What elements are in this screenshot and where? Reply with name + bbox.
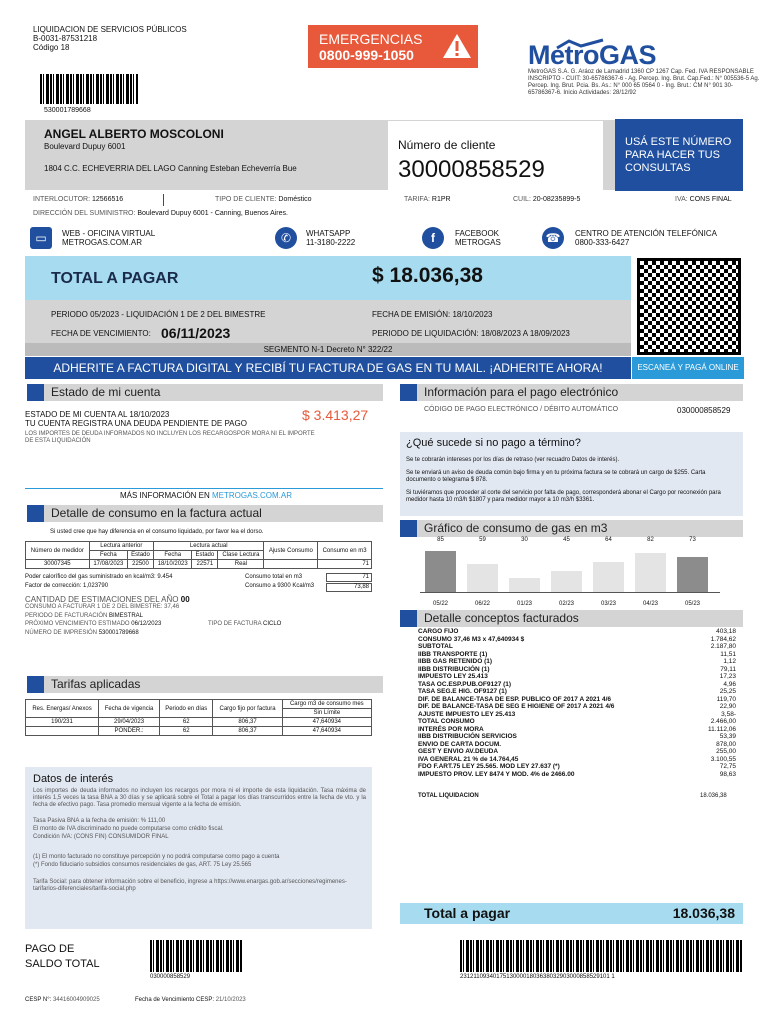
- customer-name: ANGEL ALBERTO MOSCOLONI: [44, 127, 224, 141]
- cuil-label: CUIL:: [513, 196, 531, 203]
- electronic-payment-code: 030000858529: [677, 406, 731, 415]
- tariffs-table: Res. Energas/ Anexos Fecha de vigencia Periodo en días Cargo fijo por factura Cargo m3 de consumo mes Sin Límite 190/231 29/04/2023 62 806,37 47,640934 PONDER.: 62 806,37 47,640934: [25, 699, 372, 736]
- concept-row: IVA GENERAL 21 % de 14.764,45 3.100,55: [418, 755, 736, 763]
- interest-data-title: Datos de interés: [33, 773, 114, 785]
- concept-row: DIF. DE BALANCE-TASA DE SEG E HIGIENE OF 2017 A 2021 4/6 22,90: [418, 703, 736, 710]
- client-number-box: [388, 121, 603, 190]
- due-date-label: FECHA DE VENCIMIENTO:: [51, 329, 151, 338]
- tarifa-value: R1PR: [431, 196, 451, 203]
- poder-value: 9.454: [157, 574, 173, 580]
- qr-code[interactable]: [637, 258, 741, 355]
- doc-code: Código 18: [33, 43, 70, 52]
- concept-row: IMPUESTO LEY 25.413 17,23: [418, 673, 736, 680]
- late-payment-p3: Si tuviéramos que proceder al corte del servicio por falta de pago, corresponderá abonar el Cargo por reconexión para medidor hasta 10 m3/h $1807 y para medidor mayor a 10 m3/h $3361.: [406, 490, 721, 503]
- client-number-callout: USÁ ESTE NÚMERO PARA HACER TUS CONSULTAS: [615, 119, 743, 191]
- concept-row: CARGO FIJO 403,18: [418, 628, 736, 635]
- total-box: [400, 903, 743, 924]
- chart-bar: [467, 564, 498, 593]
- chart-x-label: 04/23: [642, 601, 658, 607]
- chart-value-label: 64: [605, 537, 612, 543]
- tariffs-header: Tarifas aplicadas: [27, 676, 383, 693]
- phone-icon: ☎: [542, 227, 564, 249]
- table-row: PONDER.: 62 806,37 47,640934: [26, 727, 372, 736]
- concepts-list: [418, 628, 736, 778]
- poder-label: Poder calorífico del gas suministrado en kcal/m3:: [25, 574, 156, 580]
- late-payment-box: [400, 432, 743, 516]
- cesp-number: 34416004909025: [52, 997, 100, 1003]
- total-periodo: PERIODO 05/2023 - LIQUIDACIÓN 1 DE 2 DEL BIMESTRE: [51, 310, 266, 319]
- header-title: LIQUIDACION DE SERVICIOS PÚBLICOS: [33, 25, 187, 34]
- facebook-icon: f: [422, 227, 444, 249]
- concept-row: IMPUESTO PROV. LEY 8474 Y MOD. 4% de 2466.00 98,63: [418, 770, 736, 778]
- chart-x-label: 06/22: [474, 601, 490, 607]
- chart-x-label: 05/22: [432, 601, 448, 607]
- contact-phone[interactable]: CENTRO DE ATENCIÓN TELEFÓNICA 0800-333-6427: [575, 229, 717, 247]
- client-type-value: Doméstico: [278, 196, 312, 203]
- emergency-box: [308, 25, 478, 68]
- liquidation-period: PERIODO DE LIQUIDACIÓN: 18/08/2023 A 18/09/2023: [372, 329, 570, 338]
- customer-address1: Boulevard Dupuy 6001: [44, 142, 126, 151]
- total-amount: $ 18.036,38: [372, 264, 483, 287]
- emergency-label: EMERGENCIAS: [319, 31, 423, 47]
- interlocutor-label: INTERLOCUTOR:: [33, 196, 91, 203]
- chart-value-label: 30: [521, 537, 528, 543]
- cesp-due-date: 21/10/2023: [215, 997, 246, 1003]
- concept-row: DIF. DE BALANCE-TASA DE ESP. PUBLICO OF 2017 A 2021 4/6 119,70: [418, 695, 736, 703]
- total-box-label: Total a pagar: [424, 905, 511, 921]
- direccion-label: DIRECCIÓN DEL SUMINISTRO:: [33, 210, 136, 217]
- concept-row: TASA OC.ESP.PUB.OF9127 (1) 4,96: [418, 680, 736, 688]
- total-label: TOTAL A PAGAR: [51, 270, 179, 287]
- factor-value: 1,023790: [83, 583, 109, 589]
- contact-whatsapp[interactable]: WHATSAPP 11-3180-2222: [306, 229, 356, 247]
- total-liquidacion-label: TOTAL LIQUIDACION: [418, 793, 479, 799]
- to-bill: CONSUMO A FACTURAR 1 DE 2 DEL BIMESTRE: 37,46: [25, 604, 180, 610]
- factor-label: Factor de corrección:: [25, 583, 82, 589]
- concept-row: SUBTOTAL 2.187,80: [418, 643, 736, 650]
- estimations-value: 00: [180, 595, 190, 604]
- interest-data-box: Datos de interés Los importes de deuda informados no incluyen los recargos por mora ni el importe de esta liquidación. Tasa máxima de interés 1,5 veces la tasa BNA a 30 días y se aplicará sobre el Total a pagar los días transcurridos entre la fecha de vto. y la fecha de efectivo pago. Tasa promedio mensual vigente a la fecha de emisión. Tasa Pasiva BNA a la fecha de emisión: % 111,00 El monto de IVA discriminado no puede computarse como crédito fiscal. Condición IVA: (CONS FIN) CONSUMIDOR FINAL (1) El monto facturado no constituye percepción y no podrá computarse como pago a cuenta (*) Fondo fiduciario subsidios consumos residenciales de gas, ART. 75 Ley 25.565 Tarifa Social: para obtener información sobre el beneficio, ingrese a https://www.enargas.gob.ar/secciones/regimenes-tarifarios-diferenciales/tarifa-social.php: [25, 767, 372, 929]
- pay-balance-label: PAGO DE SALDO TOTAL: [25, 943, 100, 970]
- chart-bar: [593, 562, 624, 593]
- estimations-label: CANTIDAD DE ESTIMACIONES DEL AÑO: [25, 595, 179, 604]
- contact-facebook[interactable]: FACEBOOK METROGAS: [455, 229, 501, 247]
- company-info: MetroGAS S.A. G. Aráoz de Lamadrid 1360 CP 1267 Cap. Fed. IVA RESPONSABLE INSCRIPTO - CUIT: 30-65786367-6 - Ag. Percep. Ing. Brut. Cap.Fed.: N° 005536-5 Ag. Percep. Ing. Brut. Pcia. Bs. As.: N° 000 65 0564 0 - Ing. Brut.: CM N° 901 30-65786367-6. Inicio Actividades: 28/12/92: [528, 69, 760, 96]
- chart-x-label: 05/23: [684, 601, 700, 607]
- concept-row: INTERÉS POR MORA 11.112,06: [418, 725, 736, 733]
- total-m3: 71: [326, 573, 372, 582]
- tarifa-label: TARIFA:: [404, 196, 430, 203]
- more-info-link[interactable]: METROGAS.COM.AR: [212, 491, 293, 500]
- due-date: 06/11/2023: [161, 325, 231, 341]
- kcal-value: 73,88: [326, 583, 372, 592]
- chart-axis: [420, 592, 720, 593]
- company-logo: MetroGAS: [528, 40, 657, 70]
- cuil-value: 20-08235899-5: [532, 196, 581, 203]
- account-debt-amount: $ 3.413,27: [302, 407, 369, 423]
- account-status-date: ESTADO DE MI CUENTA AL 18/10/2023: [25, 410, 170, 419]
- total-box-amount: 18.036,38: [672, 905, 735, 921]
- chart-value-label: 85: [437, 537, 444, 543]
- consumption-header: Detalle de consumo en la factura actual: [27, 505, 383, 522]
- footer-barcode-1: [150, 940, 242, 972]
- segmento: SEGMENTO N-1 Decreto N° 322/22: [25, 343, 631, 356]
- late-payment-title: ¿Qué sucede si no pago a término?: [406, 437, 581, 449]
- total-emision: FECHA DE EMISIÓN: 18/10/2023: [372, 310, 493, 319]
- emergency-phone: 0800-999-1050: [319, 47, 414, 63]
- concept-row: IIBB DISTRIBUCIÓN (1) 79,11: [418, 665, 736, 673]
- concept-row: IIBB DISTRIBUCIÓN SERVICIOS 53,39: [418, 733, 736, 740]
- footer-barcode-2: [460, 940, 743, 972]
- chart-bar: [551, 571, 582, 593]
- barcode-number: 530001789668: [44, 107, 91, 114]
- consumption-chart: [420, 537, 720, 607]
- doc-number: B-0031-87531218: [33, 34, 98, 43]
- digital-bill-banner[interactable]: ADHERITE A FACTURA DIGITAL Y RECIBÍ TU FACTURA DE GAS EN TU MAIL. ¡ADHERITE AHORA!: [25, 357, 631, 379]
- account-status-note: LOS IMPORTES DE DEUDA INFORMADOS NO INCLUYEN LOS RECARGOSPOR MORA NI EL IMPORTE DE ESTA LIQUIDACIÓN: [25, 431, 315, 444]
- iva-value: CONS FINAL: [689, 196, 732, 203]
- direccion-value: Boulevard Dupuy 6001 - Canning, Buenos Aires.: [137, 210, 288, 217]
- total-m3-label: Consumo total en m3: [245, 574, 303, 580]
- late-payment-p1: Se te cobrarán intereses por los días de retraso (ver recuadro Datos de interés).: [406, 457, 620, 463]
- client-number-label: Número de cliente: [398, 138, 496, 152]
- chart-value-label: 73: [689, 537, 696, 543]
- chart-bar: [509, 578, 540, 593]
- concept-row: FDO F.ART.75 LEY 25.565. MOD LEY 27.637 (*) 72,75: [418, 763, 736, 770]
- chart-x-label: 01/23: [516, 601, 532, 607]
- chart-value-label: 45: [563, 537, 570, 543]
- electronic-payment-header: Información para el pago electrónico: [400, 384, 743, 401]
- interlocutor-value: 12566516: [92, 196, 124, 203]
- concept-row: TASA SEG.E HIG. OF9127 (1) 25,25: [418, 688, 736, 695]
- kcal-label: Consumo a 9300 Kcal/m3: [245, 583, 315, 589]
- chart-bar: [677, 557, 708, 593]
- late-payment-p2: Se te enviará un aviso de deuda común bajo firma y en tu próxima factura se te cobrará un cargo de $255. Carta documento o telegrama $ 878.: [406, 470, 706, 483]
- contact-web[interactable]: WEB - OFICINA VIRTUAL METROGAS.COM.AR: [62, 229, 156, 247]
- more-info: MÁS INFORMACIÓN EN METROGAS.COM.AR: [120, 491, 293, 500]
- header-barcode: [40, 74, 138, 104]
- chart-value-label: 59: [479, 537, 486, 543]
- concept-row: GEST Y ENVIO AV.DEUDA 255,00: [418, 748, 736, 755]
- chart-header: Gráfico de consumo de gas en m3: [400, 520, 743, 537]
- whatsapp-icon: ✆: [275, 227, 297, 249]
- chart-bar: [425, 551, 456, 593]
- chart-x-label: 02/23: [558, 601, 574, 607]
- concept-row: IIBB TRANSPORTE (1) 11,51: [418, 650, 736, 658]
- concept-row: ENVIO DE CARTA DOCUM. 878,00: [418, 740, 736, 748]
- chart-x-label: 03/23: [600, 601, 616, 607]
- chart-bar: [635, 553, 666, 593]
- consumption-table: Número de medidor Lectura anterior Lectura actual Ajuste Consumo Consumo en m3 Fecha Estado Fecha Estado Clase Lectura 30007345 17/08/2023 22500 18/10/2023 22571 Real 71: [25, 541, 372, 569]
- iva-label: IVA:: [675, 196, 688, 203]
- table-row: 190/231 29/04/2023 62 806,37 47,640934: [26, 718, 372, 727]
- consumption-intro: Si usted cree que hay diferencia en el consumo liquidado, por favor lea el dorso.: [50, 529, 264, 535]
- concept-row: TOTAL CONSUMO 2.466,00: [418, 718, 736, 725]
- concept-row: CONSUMO 37,46 M3 x 47,640934 $ 1.784,62: [418, 635, 736, 643]
- concept-row: AJUSTE IMPUESTO LEY 25.413 3,58-: [418, 710, 736, 718]
- client-number: 30000858529: [398, 156, 545, 183]
- concept-row: IIBB GAS RETENIDO (1) 1,12: [418, 658, 736, 665]
- monitor-icon: ▭: [30, 227, 52, 249]
- customer-address2: 1804 C.C. ECHEVERRIA DEL LAGO Canning Esteban Echeverría Bue: [44, 164, 297, 173]
- warning-icon: [442, 32, 472, 60]
- total-liquidacion: 18.036,38: [700, 793, 727, 799]
- qr-pay-label[interactable]: ESCANEÁ Y PAGÁ ONLINE: [632, 357, 744, 379]
- client-type-label: TIPO DE CLIENTE:: [215, 196, 277, 203]
- account-status-header: Estado de mi cuenta: [27, 384, 383, 401]
- footer-barcode-1-number: 030000858529: [150, 974, 191, 980]
- footer-barcode-2-number: 231211093401751300001803638032903000858529101 1: [460, 974, 615, 980]
- electronic-payment-label: CÓDIGO DE PAGO ELECTRÓNICO / DÉBITO AUTOMÁTICO: [424, 406, 619, 413]
- chart-value-label: 82: [647, 537, 654, 543]
- table-row: 30007345 17/08/2023 22500 18/10/2023 22571 Real 71: [26, 560, 372, 569]
- account-status-debt: TU CUENTA REGISTRA UNA DEUDA PENDIENTE DE PAGO: [25, 419, 247, 428]
- concepts-header: Detalle conceptos facturados: [400, 610, 743, 627]
